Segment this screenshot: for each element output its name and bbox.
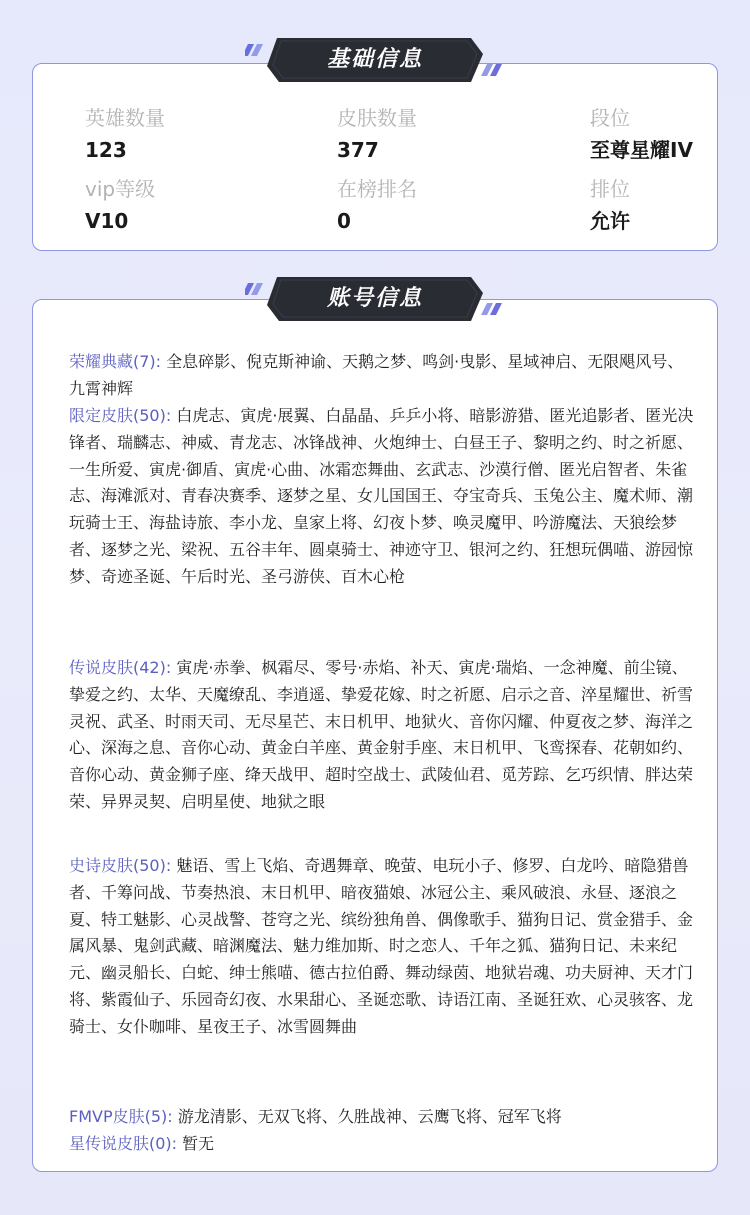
basic-info-card bbox=[32, 63, 718, 251]
stat-vip-level bbox=[85, 175, 155, 235]
stat-value: 允许 bbox=[590, 209, 630, 233]
section-text: 白虎志、寅虎·展翼、白晶晶、乒乒小将、暗影游猎、匿光追影者、匿光决锋者、瑞麟志、神威、青龙志、冰锋战神、火炮绅士、白昼王子、黎明之约、时之祈愿、一生所爱、寅虎·御盾、寅虎·心曲、冰霜恋舞曲、玄武志、沙漠行僧、匿光启智者、朱雀志、海滩派对、青春决赛季、逐梦之星、女儿国国王、夺宝奇兵、玉兔公主、魔术师、潮玩骑士王、海盐诗旅、李小龙、皇家上将、幻夜卜梦、唤灵魔甲、吟游魔法、天狼绘梦者、逐梦之光、梁祝、五谷丰年、圆桌骑士、神迹守卫、银河之约、狂想玩偶喵、游园惊梦、奇迹圣诞、午后时光、圣弓游侠、百木心枪 bbox=[69, 406, 694, 586]
stat-value: 至尊星耀IV bbox=[590, 138, 693, 162]
stat-hero-count bbox=[85, 104, 165, 164]
section-label: 史诗皮肤(50): bbox=[69, 856, 172, 875]
section-text: 寅虎·赤拳、枫霜尽、零号·赤焰、补天、寅虎·瑞焰、一念神魔、前尘镜、挚爱之约、太华、天魔缭乱、李逍遥、挚爱花嫁、时之祈愿、启示之音、淬星耀世、祈雪灵祝、武圣、时雨天司、无尽星芒、末日机甲、地狱火、音你闪耀、仲夏夜之梦、海洋之心、深海之息、音你心动、黄金白羊座、黄金射手座、末日机甲、飞鸾探春、花朝如约、音你心动、黄金狮子座、绛天战甲、超时空战士、武陵仙君、觅芳踪、乞巧织情、胖达荣荣、异界灵契、启明星使、地狱之眼 bbox=[69, 658, 694, 811]
basic-info-banner bbox=[245, 36, 505, 84]
stat-label: vip等级 bbox=[85, 177, 156, 201]
section-text: 游龙清影、无双飞将、久胜战神、云鹰飞将、冠军飞将 bbox=[177, 1107, 562, 1126]
stat-rank-tier bbox=[590, 104, 693, 164]
stat-leaderboard-rank bbox=[337, 175, 417, 235]
section-title: 基础信息 bbox=[326, 47, 423, 72]
section-label: 传说皮肤(42): bbox=[69, 658, 172, 677]
section-text: 暂无 bbox=[182, 1134, 215, 1153]
section-label: 荣耀典藏(7): bbox=[69, 352, 162, 371]
section-label: 限定皮肤(50): bbox=[69, 406, 172, 425]
skin-section-fmvp bbox=[69, 1104, 699, 1131]
section-text: 魅语、雪上飞焰、奇遇舞章、晚萤、电玩小子、修罗、白龙吟、暗隐猎兽者、千筹问战、节奏热浪、末日机甲、暗夜猫娘、冰冠公主、乘风破浪、永昼、逐浪之夏、特工魅影、心灵战警、苍穹之光、缤纷独角兽、偶像歌手、猫狗日记、赏金猎手、金属风暴、鬼剑武藏、暗渊魔法、魅力维加斯、时之恋人、千年之狐、猫狗日记、未来纪元、幽灵船长、白蛇、绅士熊喵、德古拉伯爵、舞动绿茵、地狱岩魂、功夫厨神、天才门将、紫霞仙子、乐园奇幻夜、水果甜心、圣诞恋歌、诗语江南、圣诞狂欢、心灵骇客、龙骑士、女仆咖啡、星夜王子、冰雪圆舞曲 bbox=[69, 856, 694, 1036]
section-label: FMVP皮肤(5): bbox=[69, 1107, 173, 1126]
skin-section-glory-collection bbox=[69, 349, 699, 403]
stat-label: 在榜排名 bbox=[337, 177, 417, 201]
stat-skin-count bbox=[337, 104, 417, 164]
stat-label: 排位 bbox=[590, 177, 630, 201]
account-info-banner bbox=[245, 275, 505, 323]
stat-value: 123 bbox=[85, 138, 127, 162]
stat-value: 377 bbox=[337, 138, 379, 162]
section-title: 账号信息 bbox=[326, 286, 423, 311]
skin-section-limited bbox=[69, 403, 699, 591]
stat-ranked-allowed bbox=[590, 175, 630, 235]
skin-section-epic bbox=[69, 853, 699, 1041]
section-label: 星传说皮肤(0): bbox=[69, 1134, 178, 1153]
skin-section-star-legend bbox=[69, 1131, 699, 1158]
section-text: 全息碎影、倪克斯神谕、天鹅之梦、鸣剑·曳影、星域神启、无限飓风号、九霄神辉 bbox=[69, 352, 684, 398]
stat-value: V10 bbox=[85, 209, 129, 233]
stat-label: 皮肤数量 bbox=[337, 106, 417, 130]
skin-section-legendary bbox=[69, 655, 699, 816]
stat-value: 0 bbox=[337, 209, 351, 233]
stat-label: 段位 bbox=[590, 106, 630, 130]
stat-label: 英雄数量 bbox=[85, 106, 165, 130]
